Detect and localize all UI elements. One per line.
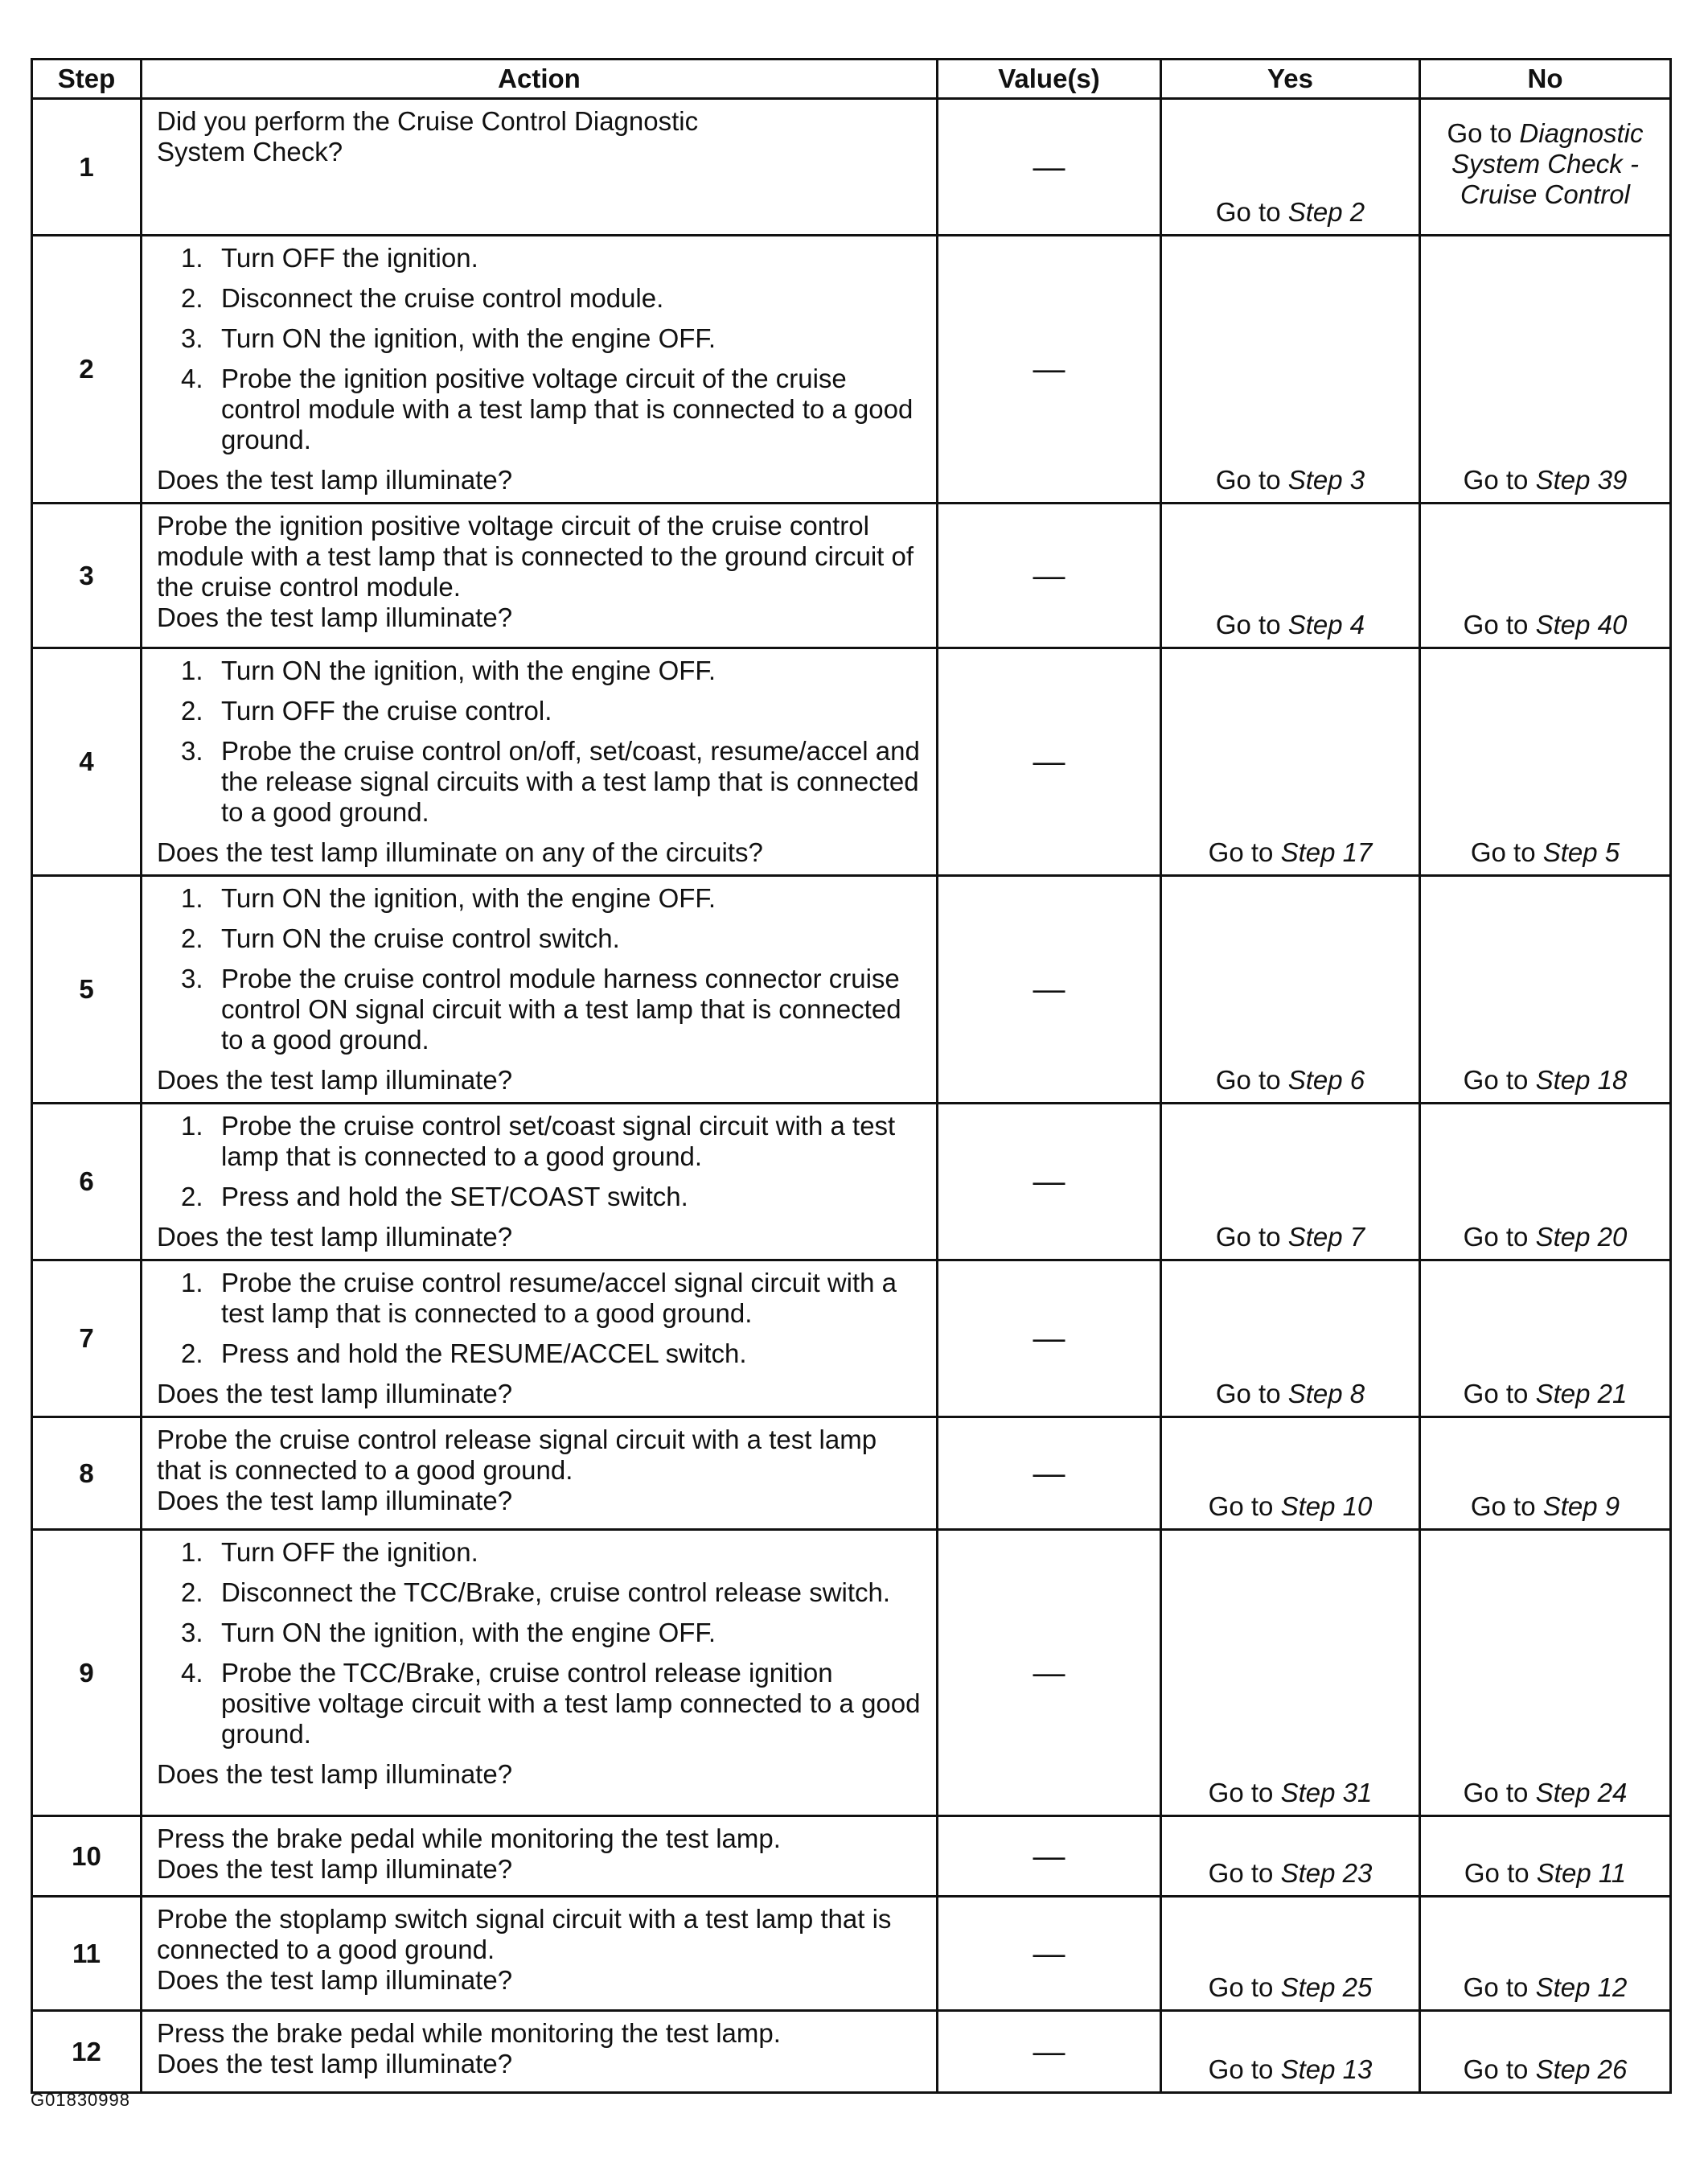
goto-prefix: Go to bbox=[1208, 837, 1281, 867]
action-step-text: Probe the cruise control module harness connector cruise control ON signal circuit with a test lamp that is connected to a good ground. bbox=[221, 964, 901, 1055]
table-row bbox=[32, 648, 1671, 876]
table-row bbox=[32, 236, 1671, 504]
action-step-text: Turn OFF the cruise control. bbox=[221, 696, 552, 726]
action-step-item bbox=[157, 1658, 925, 1750]
action-question: Does the test lamp illuminate? bbox=[157, 1222, 513, 1252]
step-number: 12 bbox=[32, 2011, 142, 2093]
table-body bbox=[32, 99, 1671, 2093]
value-cell: — bbox=[938, 1104, 1161, 1260]
action-step-text: Disconnect the TCC/Brake, cruise control release switch. bbox=[221, 1577, 891, 1607]
yes-result bbox=[1161, 2011, 1420, 2093]
action-step-item bbox=[157, 243, 925, 273]
goto-prefix: Go to bbox=[1447, 117, 1520, 148]
yes-result bbox=[1161, 99, 1420, 236]
yes-result bbox=[1161, 236, 1420, 504]
goto-step-link[interactable]: Step 7 bbox=[1287, 1222, 1365, 1252]
no-result bbox=[1420, 99, 1671, 236]
action-cell bbox=[142, 1417, 938, 1530]
action-question: Does the test lamp illuminate? bbox=[157, 602, 513, 632]
no-result bbox=[1420, 1897, 1671, 2011]
goto-prefix: Go to bbox=[1463, 1065, 1536, 1095]
action-intro: Press the brake pedal while monitoring the test lamp. bbox=[157, 1824, 781, 1853]
action-step-item bbox=[157, 1111, 925, 1172]
action-step-item bbox=[157, 1537, 925, 1568]
action-step-item bbox=[157, 283, 925, 314]
action-step-number: 3. bbox=[181, 964, 203, 993]
action-question: Does the test lamp illuminate? bbox=[157, 1065, 513, 1095]
action-cell bbox=[142, 1816, 938, 1897]
action-step-item bbox=[157, 1268, 925, 1329]
table-row bbox=[32, 1417, 1671, 1530]
no-result bbox=[1420, 1104, 1671, 1260]
action-step-number: 2. bbox=[181, 1577, 203, 1607]
value-cell: — bbox=[938, 648, 1161, 876]
goto-step-link[interactable]: Step 18 bbox=[1535, 1065, 1628, 1095]
figure-id: G01830998 bbox=[31, 2090, 130, 2110]
goto-prefix: Go to bbox=[1463, 465, 1536, 495]
action-step-text: Press and hold the SET/COAST switch. bbox=[221, 1182, 688, 1211]
step-number: 6 bbox=[32, 1104, 142, 1260]
no-result bbox=[1420, 1260, 1671, 1417]
goto-prefix: Go to bbox=[1215, 1222, 1288, 1252]
value-cell: — bbox=[938, 1260, 1161, 1417]
goto-prefix: Go to bbox=[1208, 2054, 1281, 2084]
action-step-number: 1. bbox=[181, 883, 203, 913]
no-result bbox=[1420, 1816, 1671, 1897]
goto-step-link[interactable]: Step 2 bbox=[1287, 197, 1365, 227]
action-question: Does the test lamp illuminate? bbox=[157, 1379, 513, 1408]
action-step-item bbox=[157, 1618, 925, 1648]
goto-step-link[interactable]: Step 25 bbox=[1280, 1972, 1373, 2002]
table-row bbox=[32, 1104, 1671, 1260]
action-step-item bbox=[157, 364, 925, 455]
value-cell: — bbox=[938, 1897, 1161, 2011]
action-question: Does the test lamp illuminate? bbox=[157, 1486, 513, 1515]
action-question: Does the test lamp illuminate? bbox=[157, 1854, 513, 1884]
action-cell bbox=[142, 2011, 938, 2093]
goto-prefix: Go to bbox=[1463, 1972, 1536, 2002]
action-step-text: Probe the cruise control resume/accel signal circuit with a test lamp that is connected to a good ground. bbox=[221, 1268, 897, 1328]
action-step-number: 4. bbox=[181, 1658, 203, 1688]
action-step-number: 1. bbox=[181, 1537, 203, 1567]
yes-result bbox=[1161, 1897, 1420, 2011]
action-step-number: 2. bbox=[181, 283, 203, 313]
value-cell: — bbox=[938, 1530, 1161, 1816]
action-step-text: Turn ON the cruise control switch. bbox=[221, 923, 620, 953]
goto-prefix: Go to bbox=[1463, 2054, 1536, 2084]
action-cell bbox=[142, 99, 938, 236]
action-step-text: Turn ON the ignition, with the engine OFF. bbox=[221, 883, 716, 913]
step-number: 9 bbox=[32, 1530, 142, 1816]
goto-prefix: Go to bbox=[1470, 837, 1543, 867]
value-cell: — bbox=[938, 1816, 1161, 1897]
table-row bbox=[32, 2011, 1671, 2093]
yes-result bbox=[1161, 1417, 1420, 1530]
action-cell bbox=[142, 876, 938, 1104]
action-cell bbox=[142, 648, 938, 876]
goto-step-link[interactable]: Step 8 bbox=[1287, 1379, 1365, 1408]
action-cell bbox=[142, 1530, 938, 1816]
goto-step-link[interactable]: Step 11 bbox=[1536, 1858, 1627, 1888]
action-step-text: Disconnect the cruise control module. bbox=[221, 283, 664, 313]
step-number: 3 bbox=[32, 504, 142, 648]
action-step-number: 3. bbox=[181, 323, 203, 353]
yes-result bbox=[1161, 1530, 1420, 1816]
action-step-number: 2. bbox=[181, 1182, 203, 1211]
table-row bbox=[32, 1260, 1671, 1417]
goto-prefix: Go to bbox=[1208, 1858, 1281, 1888]
action-cell bbox=[142, 236, 938, 504]
goto-step-link[interactable]: Step 26 bbox=[1535, 2054, 1628, 2084]
goto-step-link[interactable]: Diagnostic System Check - Cruise Control bbox=[1451, 117, 1644, 209]
action-step-item bbox=[157, 923, 925, 954]
goto-prefix: Go to bbox=[1464, 1858, 1537, 1888]
action-step-text: Turn OFF the ignition. bbox=[221, 243, 478, 273]
goto-prefix: Go to bbox=[1208, 1972, 1281, 2002]
goto-prefix: Go to bbox=[1215, 610, 1288, 639]
no-result bbox=[1420, 2011, 1671, 2093]
action-question: Does the test lamp illuminate? bbox=[157, 1759, 513, 1789]
action-intro: Press the brake pedal while monitoring the test lamp. bbox=[157, 2018, 781, 2048]
action-step-text: Probe the ignition positive voltage circuit of the cruise control module with a test lamp that is connected to a good ground. bbox=[221, 364, 914, 454]
step-number: 1 bbox=[32, 99, 142, 236]
header-action: Action bbox=[142, 60, 938, 99]
action-step-text: Turn ON the ignition, with the engine OFF. bbox=[221, 656, 716, 685]
yes-result bbox=[1161, 1816, 1420, 1897]
goto-prefix: Go to bbox=[1463, 1222, 1536, 1252]
table-row bbox=[32, 1897, 1671, 2011]
value-cell: — bbox=[938, 236, 1161, 504]
header-row bbox=[32, 60, 1671, 99]
goto-prefix: Go to bbox=[1470, 1491, 1543, 1521]
diagnostic-table bbox=[31, 58, 1672, 2094]
header-values: Value(s) bbox=[938, 60, 1161, 99]
action-step-item bbox=[157, 656, 925, 686]
action-step-item bbox=[157, 1577, 925, 1608]
action-question: Does the test lamp illuminate on any of the circuits? bbox=[157, 837, 763, 867]
goto-step-link[interactable]: Step 21 bbox=[1535, 1379, 1628, 1408]
table-row bbox=[32, 99, 1671, 236]
action-question: Does the test lamp illuminate? bbox=[157, 2049, 513, 2078]
action-step-number: 1. bbox=[181, 1268, 203, 1297]
header-step: Step bbox=[32, 60, 142, 99]
goto-prefix: Go to bbox=[1215, 1379, 1288, 1408]
table-row bbox=[32, 876, 1671, 1104]
value-cell: — bbox=[938, 99, 1161, 236]
goto-prefix: Go to bbox=[1463, 1379, 1536, 1408]
action-step-text: Turn ON the ignition, with the engine OFF. bbox=[221, 323, 716, 353]
goto-step-link[interactable]: Step 5 bbox=[1542, 837, 1620, 867]
action-step-number: 2. bbox=[181, 1338, 203, 1368]
action-intro: Did you perform the Cruise Control Diagnostic bbox=[157, 106, 699, 136]
action-step-number: 1. bbox=[181, 656, 203, 685]
goto-prefix: Go to bbox=[1463, 610, 1536, 639]
no-result bbox=[1420, 876, 1671, 1104]
goto-prefix: Go to bbox=[1215, 197, 1288, 227]
table-row bbox=[32, 504, 1671, 648]
goto-prefix: Go to bbox=[1215, 465, 1288, 495]
action-step-item bbox=[157, 1182, 925, 1212]
step-number: 11 bbox=[32, 1897, 142, 2011]
value-cell: — bbox=[938, 1417, 1161, 1530]
no-result bbox=[1420, 648, 1671, 876]
action-step-number: 2. bbox=[181, 696, 203, 726]
action-intro: Probe the ignition positive voltage circuit of the cruise control module with a test lamp that is connected to the ground circuit of the cruise control module. bbox=[157, 511, 914, 602]
action-step-text: Turn OFF the ignition. bbox=[221, 1537, 478, 1567]
table-row bbox=[32, 1530, 1671, 1816]
action-intro: System Check? bbox=[157, 137, 343, 167]
goto-step-link[interactable]: Step 9 bbox=[1542, 1491, 1620, 1521]
goto-prefix: Go to bbox=[1463, 1778, 1536, 1807]
yes-result bbox=[1161, 876, 1420, 1104]
goto-step-link[interactable]: Step 31 bbox=[1280, 1778, 1373, 1807]
step-number: 8 bbox=[32, 1417, 142, 1530]
goto-prefix: Go to bbox=[1215, 1065, 1288, 1095]
goto-step-link[interactable]: Step 3 bbox=[1287, 465, 1365, 495]
goto-step-link[interactable]: Step 10 bbox=[1280, 1491, 1373, 1521]
action-step-item bbox=[157, 1338, 925, 1369]
action-step-number: 1. bbox=[181, 243, 203, 273]
goto-step-link[interactable]: Step 40 bbox=[1535, 610, 1628, 639]
goto-step-link[interactable]: Step 24 bbox=[1535, 1778, 1628, 1807]
goto-step-link[interactable]: Step 6 bbox=[1287, 1065, 1365, 1095]
action-step-number: 4. bbox=[181, 364, 203, 393]
yes-result bbox=[1161, 504, 1420, 648]
goto-step-link[interactable]: Step 4 bbox=[1287, 610, 1365, 639]
action-step-item bbox=[157, 323, 925, 354]
action-step-text: Probe the cruise control on/off, set/coast, resume/accel and the release signal circuits with a test lamp that is connected to a good ground. bbox=[221, 736, 920, 827]
goto-step-link[interactable]: Step 20 bbox=[1535, 1222, 1628, 1252]
action-step-item bbox=[157, 964, 925, 1055]
action-step-text: Probe the cruise control set/coast signal circuit with a test lamp that is connected to a good ground. bbox=[221, 1111, 896, 1171]
action-step-number: 3. bbox=[181, 1618, 203, 1647]
action-step-number: 1. bbox=[181, 1111, 203, 1141]
header-yes: Yes bbox=[1161, 60, 1420, 99]
action-cell bbox=[142, 1104, 938, 1260]
action-cell bbox=[142, 1897, 938, 2011]
action-step-item bbox=[157, 883, 925, 914]
goto-prefix: Go to bbox=[1208, 1778, 1281, 1807]
action-step-item bbox=[157, 696, 925, 726]
action-question: Does the test lamp illuminate? bbox=[157, 465, 513, 495]
no-result bbox=[1420, 1417, 1671, 1530]
action-question: Does the test lamp illuminate? bbox=[157, 1965, 513, 1995]
step-number: 5 bbox=[32, 876, 142, 1104]
action-step-text: Turn ON the ignition, with the engine OFF. bbox=[221, 1618, 716, 1647]
no-result bbox=[1420, 504, 1671, 648]
action-cell bbox=[142, 504, 938, 648]
action-intro: Probe the stoplamp switch signal circuit with a test lamp that is connected to a good ground. bbox=[157, 1904, 892, 1964]
step-number: 10 bbox=[32, 1816, 142, 1897]
action-cell bbox=[142, 1260, 938, 1417]
value-cell: — bbox=[938, 876, 1161, 1104]
yes-result bbox=[1161, 1104, 1420, 1260]
yes-result bbox=[1161, 648, 1420, 876]
step-number: 7 bbox=[32, 1260, 142, 1417]
step-number: 4 bbox=[32, 648, 142, 876]
action-step-number: 2. bbox=[181, 923, 203, 953]
step-number: 2 bbox=[32, 236, 142, 504]
no-result bbox=[1420, 236, 1671, 504]
table-row bbox=[32, 1816, 1671, 1897]
header-no: No bbox=[1420, 60, 1671, 99]
goto-step-link[interactable]: Step 39 bbox=[1535, 465, 1628, 495]
goto-step-link[interactable]: Step 12 bbox=[1535, 1972, 1628, 2002]
goto-step-link[interactable]: Step 23 bbox=[1280, 1858, 1373, 1888]
goto-step-link[interactable]: Step 13 bbox=[1280, 2054, 1373, 2084]
goto-step-link[interactable]: Step 17 bbox=[1280, 837, 1373, 867]
goto-prefix: Go to bbox=[1208, 1491, 1281, 1521]
yes-result bbox=[1161, 1260, 1420, 1417]
value-cell: — bbox=[938, 2011, 1161, 2093]
value-cell: — bbox=[938, 504, 1161, 648]
action-step-text: Press and hold the RESUME/ACCEL switch. bbox=[221, 1338, 747, 1368]
action-step-text: Probe the TCC/Brake, cruise control release ignition positive voltage circuit with a test lamp connected to a good ground. bbox=[221, 1658, 921, 1749]
action-step-item bbox=[157, 736, 925, 828]
no-result bbox=[1420, 1530, 1671, 1816]
action-step-number: 3. bbox=[181, 736, 203, 766]
action-intro: Probe the cruise control release signal circuit with a test lamp that is connected to a good ground. bbox=[157, 1425, 877, 1485]
